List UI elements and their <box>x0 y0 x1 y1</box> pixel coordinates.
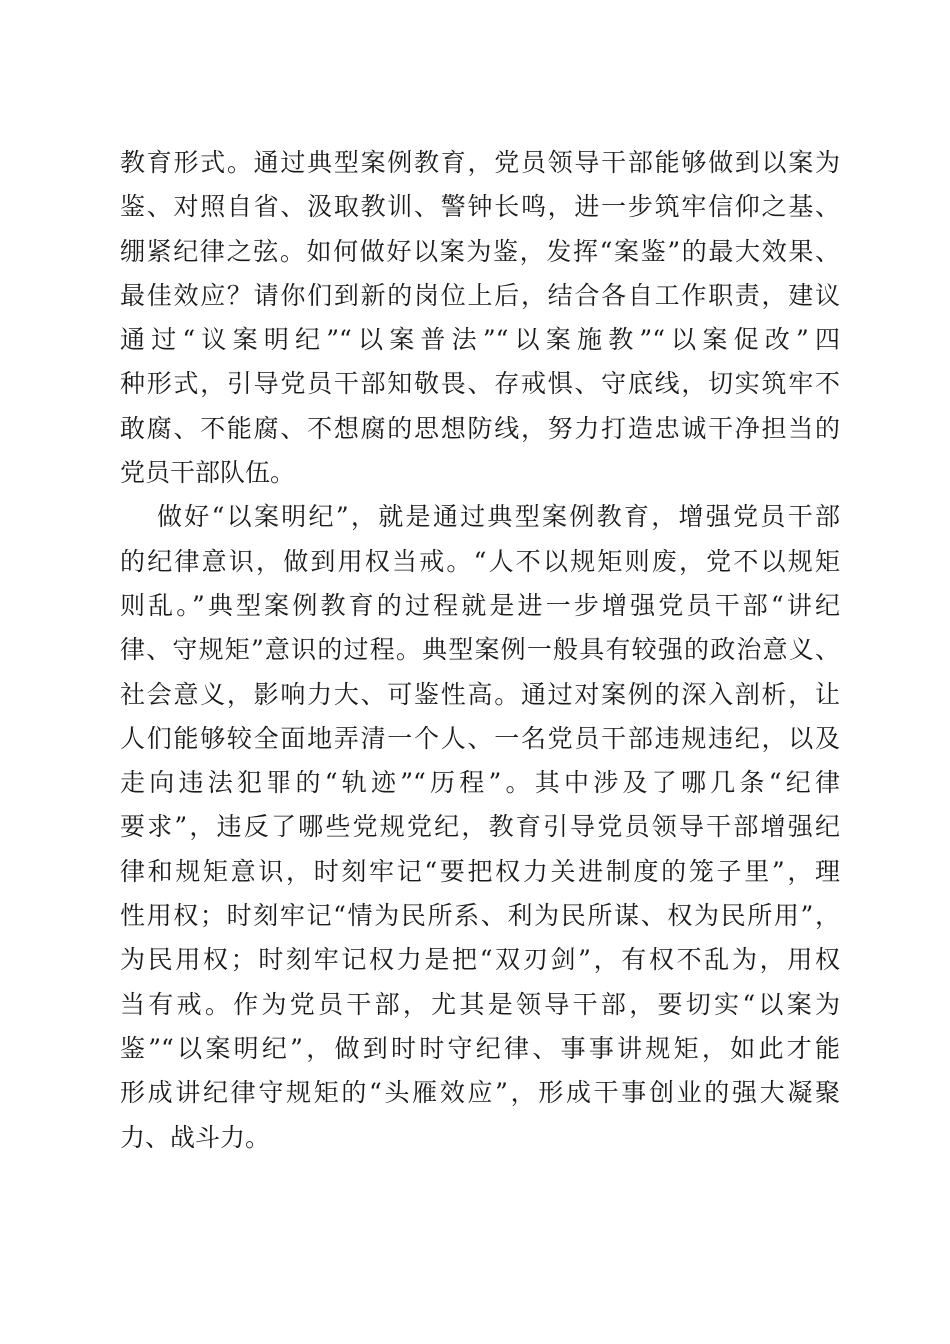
paragraph-line: 鉴”“以案明纪”，做到时时守纪律、事事讲规矩，如此才能 <box>120 1033 840 1063</box>
paragraph-line: 做好“以案明纪”，就是通过典型案例教育，增强党员干部 <box>157 502 840 532</box>
paragraph-line: 种形式，引导党员干部知敬畏、存戒惧、守底线，切实筑牢不 <box>120 369 840 399</box>
paragraph-line: 敢腐、不能腐、不想腐的思想防线，努力打造忠诚干净担当的 <box>120 413 840 443</box>
paragraph-line: 最佳效应？请你们到新的岗位上后，结合各自工作职责，建议 <box>120 280 840 310</box>
paragraph-line: 则乱。”典型案例教育的过程就是进一步增强党员干部“讲纪 <box>120 590 840 620</box>
paragraph-line: 形成讲纪律守规矩的“头雁效应”，形成干事创业的强大凝聚 <box>120 1078 840 1108</box>
paragraph-line: 党员干部队伍。 <box>120 458 296 488</box>
paragraph-line: 性用权；时刻牢记“情为民所系、利为民所谋、权为民所用”， <box>120 901 840 931</box>
paragraph-2 <box>120 495 840 1159</box>
paragraph-line: 的纪律意识，做到用权当戒。“人不以规矩则废，党不以规矩 <box>120 546 840 576</box>
paragraph-line: 鉴、对照自省、汲取教训、警钟长鸣，进一步筑牢信仰之基、 <box>120 192 840 222</box>
paragraph-line: 教育形式。通过典型案例教育，党员领导干部能够做到以案为 <box>120 148 840 177</box>
paragraph-1 <box>120 141 840 495</box>
paragraph-line: 要求”，违反了哪些党规党纪，教育引导党员领导干部增强纪 <box>120 812 840 842</box>
paragraph-line: 社会意义，影响力大、可鉴性高。通过对案例的深入剖析，让 <box>120 679 840 709</box>
paragraph-line: 人们能够较全面地弄清一个人、一名党员干部违规违纪，以及 <box>120 723 840 753</box>
paragraph-line: 绷紧纪律之弦。如何做好以案为鉴，发挥“案鉴”的最大效果、 <box>120 236 840 266</box>
paragraph-line: 走向违法犯罪的“轨迹”“历程”。其中涉及了哪几条“纪律 <box>120 768 840 798</box>
paragraph-line: 力、战斗力。 <box>120 1122 271 1152</box>
paragraph-line: 当有戒。作为党员干部，尤其是领导干部，要切实“以案为 <box>120 989 840 1019</box>
paragraph-line: 律和规矩意识，时刻牢记“要把权力关进制度的笼子里”，理 <box>120 856 840 886</box>
paragraph-line: 通过“议案明纪”“以案普法”“以案施教”“以案促改”四 <box>120 325 840 355</box>
paragraph-line: 律、守规矩”意识的过程。典型案例一般具有较强的政治意义、 <box>120 635 840 665</box>
body-text <box>120 141 840 1160</box>
paragraph-line: 为民用权；时刻牢记权力是把“双刃剑”，有权不乱为，用权 <box>120 945 840 975</box>
